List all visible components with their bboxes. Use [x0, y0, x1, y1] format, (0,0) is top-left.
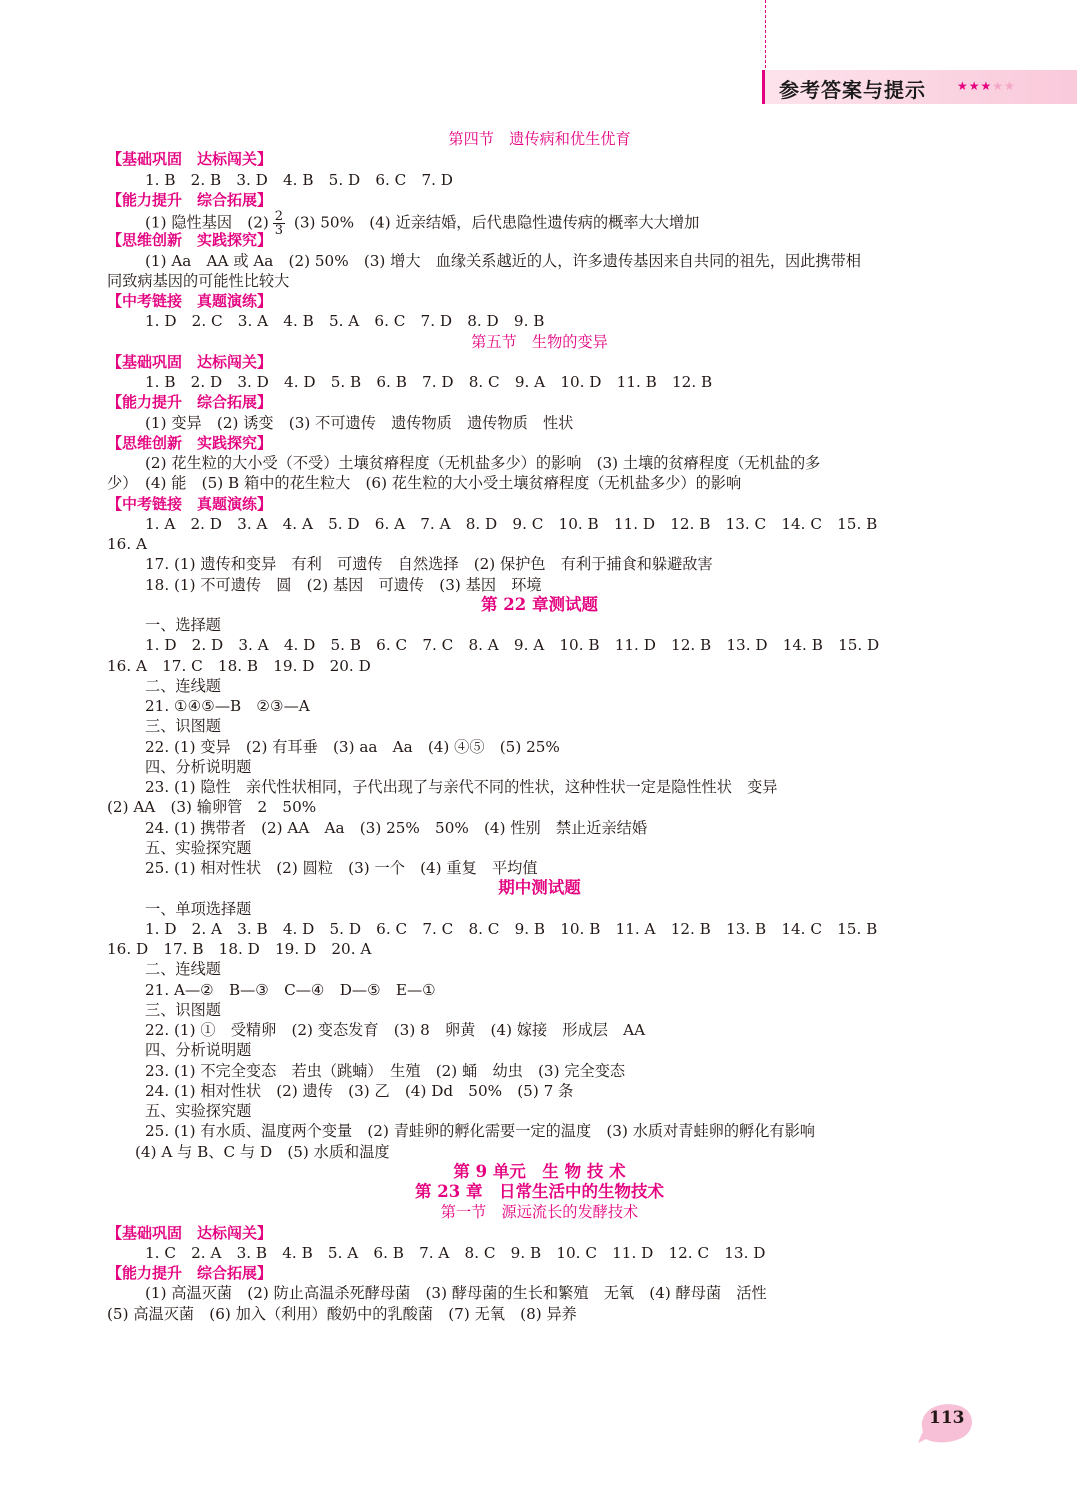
answer-line: (2) AA (3) 输卵管 2 50%	[107, 798, 317, 817]
exercise-category-tag: 【基础巩固 达标闯关】	[107, 150, 273, 169]
frac-line-prefix: (1) 隐性基因 (2)	[145, 213, 269, 232]
answer-line: 四、分析说明题	[145, 757, 252, 776]
exercise-category-tag: 【基础巩固 达标闯关】	[107, 1223, 273, 1242]
answer-line: 五、实验探究题	[145, 1102, 252, 1120]
exercise-category-tag: 【中考链接 真题演练】	[107, 292, 273, 310]
answer-line: 1. B 2. D 3. D 4. D 5. B 6. B 7. D 8. C 9. A 10. D 11. B 12. B	[145, 373, 713, 391]
answer-line: 16. A 17. C 18. B 19. D 20. D	[107, 656, 371, 675]
answer-line: 21. ①④⑤—B ②③—A	[145, 697, 310, 715]
fraction-denominator: 3	[274, 223, 284, 238]
answer-line: (5) 高温灭菌 (6) 加入（利用）酸奶中的乳酸菌 (7) 无氧 (8) 异养	[107, 1304, 577, 1323]
answer-line: 二、连线题	[145, 960, 221, 979]
answer-line: 22. (1) 变异 (2) 有耳垂 (3) aa Aa (4) ④⑤ (5) 25%	[145, 737, 560, 756]
answer-line: (1) 变异 (2) 诱变 (3) 不可遗传 遗传物质 遗传物质 性状	[145, 413, 574, 432]
answer-line: 24. (1) 相对性状 (2) 遗传 (3) 乙 (4) Dd 50% (5) 7 条	[145, 1081, 574, 1100]
fraction	[273, 210, 285, 237]
answer-line: 21. A—② B—③ C—④ D—⑤ E—①	[145, 980, 436, 999]
answer-line: 三、识图题	[145, 1000, 221, 1019]
answer-line: 五、实验探究题	[145, 838, 252, 857]
header-banner	[762, 70, 1077, 104]
answer-line: 25. (1) 相对性状 (2) 圆粒 (3) 一个 (4) 重复 平均值	[145, 859, 538, 877]
frac-line-suffix: (3) 50% (4) 近亲结婚，后代患隐性遗传病的概率大大增加	[289, 213, 700, 232]
answer-line: (1) 高温灭菌 (2) 防止高温杀死酵母菌 (3) 酵母菌的生长和繁殖 无氧 (4) 酵母菌 活性	[145, 1284, 767, 1303]
answer-line: 23. (1) 隐性 亲代性状相同，子代出现了与亲代不同的性状，这种性状一定是隐性性状 变异	[145, 778, 778, 796]
fraction-numerator: 2	[274, 209, 284, 224]
answer-line: 三、识图题	[145, 717, 221, 736]
exercise-category-tag: 【能力提升 综合拓展】	[107, 190, 273, 209]
answer-line: 1. D 2. A 3. B 4. D 5. D 6. C 7. C 8. C 9. B 10. B 11. A 12. B 13. B 14. C 15. B	[145, 919, 878, 938]
exercise-category-tag: 【能力提升 综合拓展】	[107, 393, 273, 412]
exercise-category-tag: 【思维创新 实践探究】	[107, 433, 273, 452]
chapter-heading: 期中测试题	[498, 878, 581, 898]
answer-line: 1. B 2. B 3. D 4. B 5. D 6. C 7. D	[145, 170, 453, 189]
section-heading: 第五节 生物的变异	[471, 332, 608, 351]
answer-line-fraction	[107, 209, 972, 238]
answer-line: 24. (1) 携带者 (2) AA Aa (3) 25% 50% (4) 性别 禁止近亲结婚	[145, 818, 648, 837]
section-heading: 第一节 源远流长的发酵技术	[440, 1203, 639, 1222]
chapter-heading: 第 22 章测试题	[481, 594, 598, 614]
answer-line: 1. D 2. D 3. A 4. D 5. B 6. C 7. C 8. A 9. A 10. B 11. D 12. B 13. D 14. B 15. D	[145, 636, 880, 655]
answer-line: 18. (1) 不可遗传 圆 (2) 基因 可遗传 (3) 基因 环境	[145, 575, 542, 594]
answer-line: 22. (1) ① 受精卵 (2) 变态发育 (3) 8 卵黄 (4) 嫁接 形成层 AA	[145, 1021, 646, 1039]
answer-line: (4) A 与 B、C 与 D (5) 水质和温度	[135, 1142, 390, 1161]
page-number: 113	[929, 1408, 965, 1428]
answer-line: 1. A 2. D 3. A 4. A 5. D 6. A 7. A 8. D 9. C 10. B 11. D 12. B 13. C 14. C 15. B	[145, 514, 878, 533]
exercise-category-tag: 【思维创新 实践探究】	[107, 231, 273, 250]
header-title: 参考答案与提示	[779, 78, 926, 102]
answer-content	[107, 129, 972, 1324]
answer-line: 二、连线题	[145, 676, 221, 695]
answer-line: 16. A	[107, 535, 147, 553]
exercise-category-tag: 【能力提升 综合拓展】	[107, 1264, 273, 1282]
answer-line: 25. (1) 有水质、温度两个变量 (2) 青蛙卵的孵化需要一定的温度 (3) 水质对青蛙卵的孵化有影响	[145, 1122, 815, 1141]
answer-line: 四、分析说明题	[145, 1041, 252, 1060]
answer-line: 一、单项选择题	[145, 899, 252, 918]
difficulty-stars: ★★★★★	[957, 79, 1016, 93]
answer-line: 1. C 2. A 3. B 4. B 5. A 6. B 7. A 8. C 9. B 10. C 11. D 12. C 13. D	[145, 1243, 766, 1262]
exercise-category-tag: 【基础巩固 达标闯关】	[107, 352, 273, 371]
section-heading: 第四节 遗传病和优生优育	[448, 130, 631, 148]
answer-line: 一、选择题	[145, 616, 221, 634]
answer-line: (2) 花生粒的大小受（不受）土壤贫瘠程度（无机盐多少）的影响 (3) 土壤的贫瘠程度（无机盐的多	[145, 454, 821, 472]
answer-line: 17. (1) 遗传和变异 有利 可遗传 自然选择 (2) 保护色 有利于捕食和躲避敌害	[145, 555, 713, 574]
answer-line: 16. D 17. B 18. D 19. D 20. A	[107, 940, 372, 958]
answer-line: 同致病基因的可能性比较大	[107, 271, 290, 290]
chapter-heading: 第 9 单元 生 物 技 术	[453, 1161, 626, 1181]
chapter-heading: 第 23 章 日常生活中的生物技术	[415, 1182, 664, 1201]
answer-line: (1) Aa AA 或 Aa (2) 50% (3) 增大 血缘关系越近的人，许多遗传基因来自共同的祖先，因此携带相	[145, 251, 861, 270]
answer-line: 23. (1) 不完全变态 若虫（跳蝻） 生殖 (2) 蛹 幼虫 (3) 完全变态	[145, 1061, 626, 1080]
answer-line: 1. D 2. C 3. A 4. B 5. A 6. C 7. D 8. D 9. B	[145, 312, 545, 331]
exercise-category-tag: 【中考链接 真题演练】	[107, 494, 273, 513]
answer-line: 少） (4) 能 (5) B 箱中的花生粒大 (6) 花生粒的大小受土壤贫瘠程度（无机盐多少）的影响	[107, 474, 742, 493]
